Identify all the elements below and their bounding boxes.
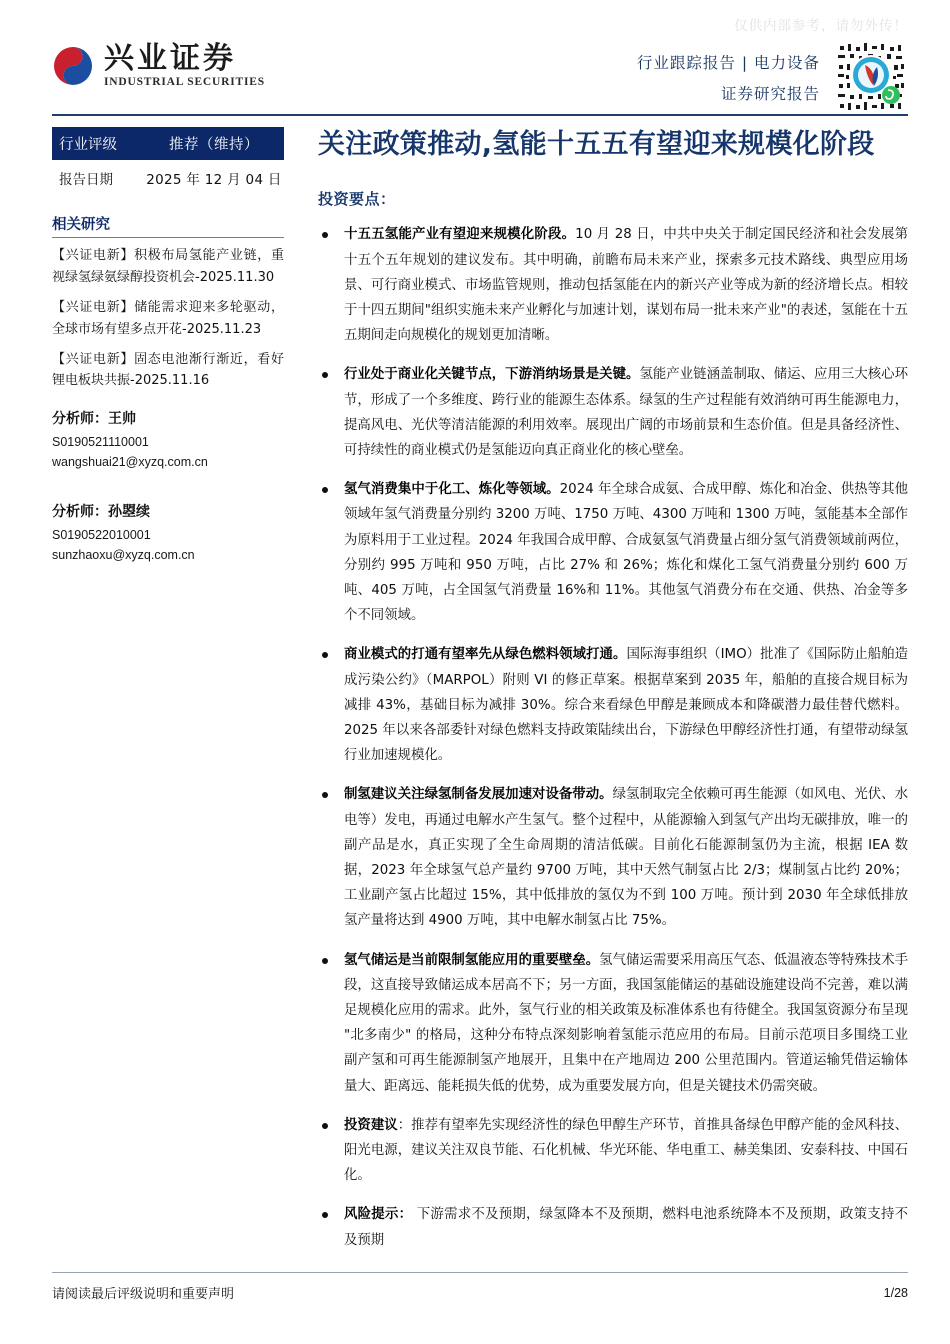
investment-point [318,782,908,933]
logo-wordmark-cn: 兴业证券 [104,41,236,76]
list-item[interactable]: 【兴证电新】积极布局氢能产业链，重视绿氢绿氨绿醇投资机会-2025.11.30 [52,248,284,285]
company-logo [52,41,265,89]
analyst-name: 分析师：王帅 [52,410,136,427]
investment-point [318,948,908,1099]
page-title: 关注政策推动,氢能十五五有望迎来规模化阶段 [318,129,875,160]
header-divider [52,114,908,116]
investment-point-lead: 十五五氢能产业有望迎来规模化阶段。 [344,227,576,243]
footer-divider [52,1272,908,1273]
report-type-line: 行业跟踪报告 | 电力设备 [636,53,820,72]
investment-point-lead: 行业处于商业化关键节点，下游消纳场景是关键。 [344,367,640,383]
sidebar [52,127,284,565]
report-date-value: 2025 年 12 月 04 日 [146,172,282,188]
main-content [318,126,908,1267]
page-footer [52,1283,908,1302]
report-date-label: 报告日期 [59,172,113,188]
investment-point-body: 绿氢制取完全依赖可再生能源（如风电、光伏、水电等）发电，再通过电解水产生氢气。整个过程中，从能源输入到氢气产出均无碳排放，唯一的副产品是水，真正实现了全生命周期的清洁低碳。目前化石能源制氢仍为主流，根据 IEA 数据，2023 年全球氢气总产量约 9700 万吨，其中天然气制氢占比 2/3；煤制氢占比约 20%；工业副产氢占比超过 15%，其中低排放的氢仅为不到 100 万吨。预计到 2030 年全球低排放氢产量将达到 4900 万吨，其中电解水制氢占比 75%。 [344,787,909,929]
footer-disclaimer: 请阅读最后评级说明和重要声明 [52,1287,235,1302]
analyst-email[interactable]: wangshuai21@xyzq.com.cn [52,454,208,469]
investment-point-lead: 氢气储运是当前限制氢能应用的重要壁垒。 [344,952,600,968]
header-right-block [637,40,908,114]
investment-point-lead: 商业模式的打通有望率先从绿色燃料领域打通。 [344,647,627,663]
list-item[interactable]: 【兴证电新】储能需求迎来多轮驱动，全球市场有望多点开花-2025.11.23 [52,300,284,337]
investment-point-body: 10 月 28 日，中共中央关于制定国民经济和社会发展第十五个五年规划的建议发布。其中明确，前瞻布局未来产业，探索多元技术路线、典型应用场景、可行商业模式、市场监管规则，推动包括氢能在内的新兴产业等成为新的经济增长点。相较于十四五期间"组织实施未来产业孵化与加速计划，谋划布局一批未来产业"的表述，氢能在十五五期间走向规模化的规划更加清晰。 [344,227,908,344]
investment-point-lead: 投资建议 [344,1117,398,1133]
investment-point-lead: 制氢建议关注绿氢制备发展加速对设备带动。 [344,787,613,803]
investment-points-list [318,222,908,1253]
logo-wordmark-en: INDUSTRIAL SECURITIES [104,76,265,88]
report-date-row [52,163,284,193]
investment-point-body: 氢能产业链涵盖制取、储运、应用三大核心环节，形成了一个多维度、跨行业的能源生态体系。绿氢的生产过程能有效消纳可再生能源电力，提高风电、光伏等清洁能源的利用效率。展现出广阔的市场前景和生态价值。但是具备经济性、可持续性的商业模式仍是氢能迈向真正商业化的核心壁垒。 [344,367,909,458]
confidential-watermark: 仅供内部参考，请勿外传！ [734,18,908,33]
industry-rating-bar [52,127,284,160]
investment-point [318,222,908,348]
related-research-divider [52,237,284,238]
investment-point [318,1113,908,1189]
investment-point-body: 氢气储运需要采用高压气态、低温液态等特殊技术手段，这直接导致储运成本居高不下；另一方面，我国氢能储运的基础设施建设尚不完善，难以满足规模化应用的需求。此外，氢气行业的相关政策及标准体系也有待健全。我国氢资源分布呈现 "北多南少" 的格局，这种分布特点深刻影响着氢能示范应用的布局。目前示范项目多围绕工业副产氢和可再生能源制氢产地展开，且集中在产地周边 200 公里范围内。管道运输凭借运输体量大、距离远、能耗损失低的优势，成为重要发展方向，但是关键技术仍需突破。 [344,952,909,1094]
industry-rating-value: 推荐（维持） [169,137,259,153]
list-item[interactable]: 【兴证电新】固态电池渐行渐近，看好锂电板块共振-2025.11.16 [52,351,284,389]
analyst-block-1 [52,408,284,472]
analyst-block-2 [52,501,284,565]
page-number: 1/28 [883,1285,908,1300]
analyst-email[interactable]: sunzhaoxu@xyzq.com.cn [52,547,195,562]
swirl-logo-icon [52,45,94,87]
investment-point [318,477,908,628]
page-header [52,36,908,114]
investment-point-body: ：推荐有望率先实现经济性的绿色甲醇生产环节，首推具备绿色甲醇产能的金风科技、阳光电源，建议关注双良节能、石化机械、华光环能、华电重工、赫美集团、安泰科技、中国石化。 [344,1117,908,1184]
investment-point [318,642,908,768]
analyst-license: S0190521110001 [52,434,149,449]
related-research-heading: 相关研究 [52,217,110,233]
investment-point [318,362,908,463]
qr-code-icon[interactable] [834,40,908,114]
investment-points-heading: 投资要点： [318,190,396,209]
investment-point [318,1202,908,1252]
research-label-line: 证券研究报告 [720,84,820,103]
investment-point-lead: 风险提示： [344,1207,413,1223]
spacer [52,472,284,485]
investment-point-body: 2024 年全球合成氨、合成甲醇、炼化和冶金、供热等其他领域年氢气消费量分别约 3200 万吨、1750 万吨、4300 万吨和 1300 万吨，氢能基本全部作为原料用于工业过程。2024 年我国合成甲醇、合成氨氢气消费量占细分氢气消费领域前两位，分别约 995 万吨和 950 万吨，占比 27% 和 26%；炼化和煤化工氢气消费量分别约 600 万吨、405 万吨，占全国氢气消费量 16%和 11%。其他氢气消费分布在交通、供热、冶金等多个不同领域。 [344,482,908,624]
analyst-name: 分析师：孙曌续 [52,503,150,520]
investment-point-lead: 氢气消费集中于化工、炼化等领域。 [344,482,560,498]
investment-point-body: 下游需求不及预期，绿氢降本不及预期，燃料电池系统降本不及预期，政策支持不及预期 [344,1207,908,1248]
analyst-license: S0190522010001 [52,527,151,542]
industry-rating-label: 行业评级 [59,137,117,153]
investment-point-body: 国际海事组织（IMO）批准了《国际防止船舶造成污染公约》（MARPOL）附则 VI 的修正草案。根据草案到 2035 年，船舶的直接合规目标为减排 43%，基础目标为减排 30%。综合来看绿色甲醇是兼顾成本和降碳潜力最佳替代燃料。2025 年以来各部委针对绿色燃料支持政策陆续出台，下游绿色甲醇经济性打通，有望带动绿氢行业加速规模化。 [344,647,909,764]
